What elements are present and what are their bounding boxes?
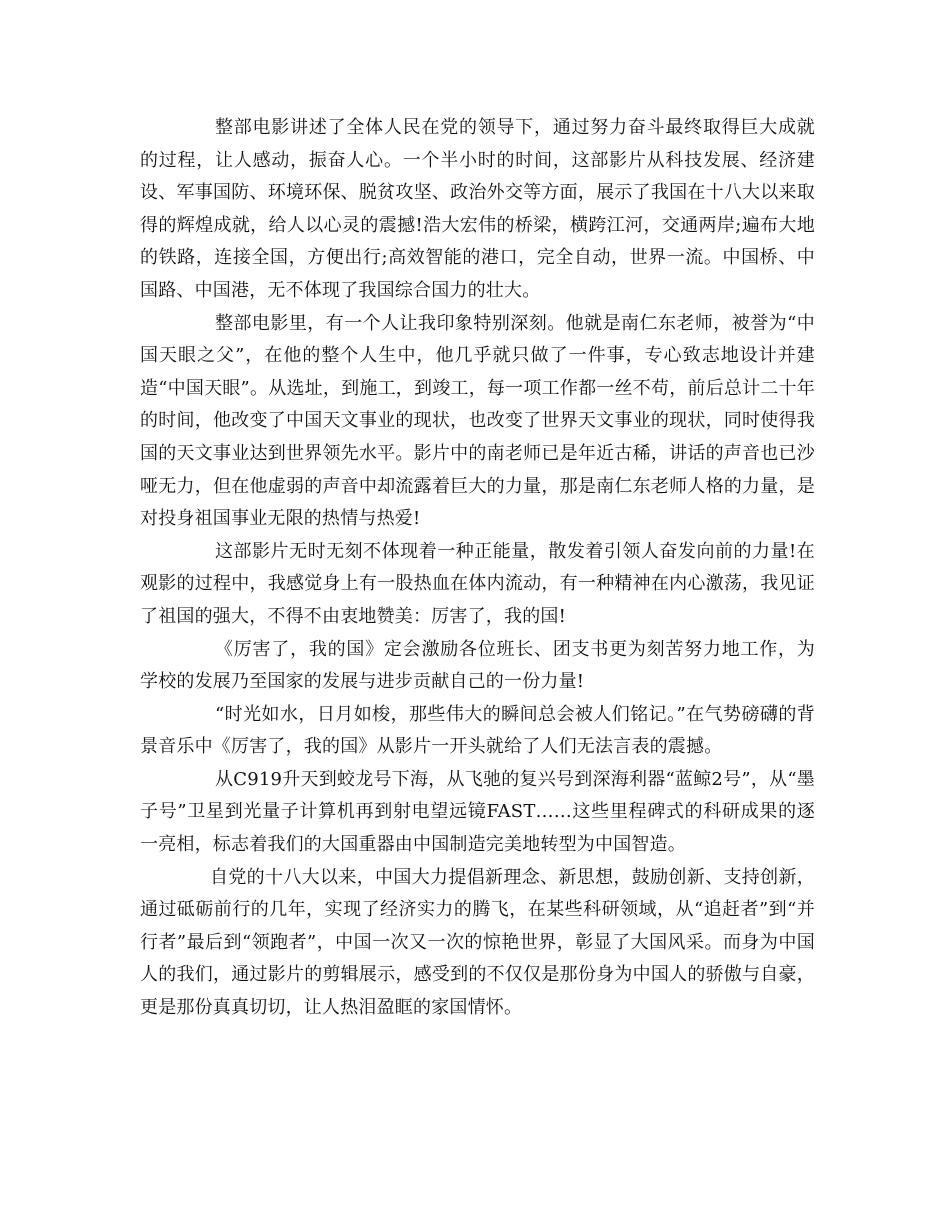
paragraph: 整部电影讲述了全体人民在党的领导下，通过努力奋斗最终取得巨大成就的过程，让人感动，振奋人心。一个半小时的时间，这部影片从科技发展、经济建设、军事国防、环境环保、脱贫攻坚、政治外交等方面，展示了我国在十八大以来取得的辉煌成就，给人以心灵的震撼!浩大宏伟的桥梁，横跨江河，交通两岸;遍布大地的铁路，连接全国，方便出行;高效智能的港口，完全自动，世界一流。中国桥、中国路、中国港，无不体现了我国综合国力的壮大。 [140,117,815,301]
paragraph: 这部影片无时无刻不体现着一种正能量，散发着引领人奋发向前的力量!在观影的过程中，我感觉身上有一股热血在体内流动，有一种精神在内心激荡，我见证了祖国的强大，不得不由衷地赞美：厉害了，我的国! [140,540,815,627]
paragraph: 从C919升天到蛟龙号下海，从飞驰的复兴号到深海利器“蓝鲸2号”，从“墨子号”卫星到光量子计算机再到射电望远镜FAST……这些里程碑式的科研成果的逐一亮相，标志着我们的大国重器由中国制造完美地转型为中国智造。 [140,768,815,856]
paragraph: 整部电影里，有一个人让我印象特别深刻。他就是南仁东老师，被誉为“中国天眼之父”，在他的整个人生中，他几乎就只做了一件事，专心致志地设计并建造“中国天眼”。从选址，到施工，到竣工，每一项工作都一丝不苟，前后总计二十年的时间，他改变了中国天文事业的现状，也改变了世界天文事业的现状，同时使得我国的天文事业达到世界领先水平。影片中的南老师已是年近古稀，讲话的声音也已沙哑无力，但在他虚弱的声音中却流露着巨大的力量，那是南仁东老师人格的力量，是对投身祖国事业无限的热情与热爱! [140,312,815,530]
paragraph: “时光如水，日月如梭，那些伟大的瞬间总会被人们铭记。”在气势磅礴的背景音乐中《厉害了，我的国》从影片一开头就给了人们无法言表的震撼。 [140,703,815,758]
paragraph: 自党的十八大以来，中国大力提倡新理念、新思想，鼓励创新、支持创新，通过砥砺前行的几年，实现了经济实力的腾飞，在某些科研领域，从“追赶者”到“并行者”最后到“领跑者”，中国一次又一次的惊艳世界，彰显了大国风采。而身为中国人的我们，通过影片的剪辑展示，感受到的不仅仅是那份身为中国人的骄傲与自豪，更是那份真真切切，让人热泪盈眶的家国情怀。 [140,866,815,1019]
paragraph: 《厉害了，我的国》定会激励各位班长、团支书更为刻苦努力地工作，为学校的发展乃至国家的发展与进步贡献自己的一份力量! [140,638,815,693]
document-body [140,112,815,1025]
